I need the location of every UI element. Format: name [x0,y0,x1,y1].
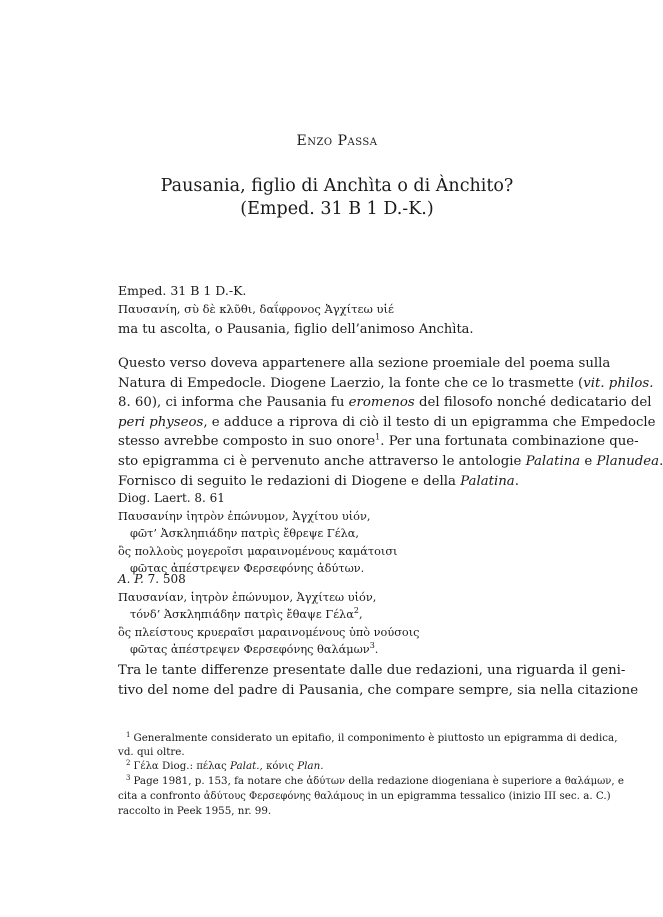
body-paragraph-2 [118,661,639,700]
quote-reference: A. P. 7. 508 [118,572,186,586]
footnote-ref-2: 2 [353,606,359,616]
footnote-ref-3: 3 [369,641,375,651]
footnotes [118,730,624,818]
page [118,0,663,917]
paragraph-line: Fornisco di seguito le redazioni di Diogene e della Palatina. [118,473,519,489]
footnote-ref-1: 1 [375,432,381,442]
greek-verse: φῶτας ἀπέστρεψεν Φερσεφόνης θαλάμων$^3$. [130,641,379,656]
paragraph-line: 8. 60), ci informa che Pausania fu eromenos del filosofo nonché dedicatario del [118,395,652,411]
greek-verse: ὃς πολλοὺς μογεροῖσι μαραινομένους καμάτοισι [118,544,398,558]
quote-palatina [118,571,556,659]
quote-diogenes [118,490,556,578]
greek-verse: Παυσανίην ἰητρὸν ἐπώνυμον, Ἀγχίτου υἱόν, [118,509,371,523]
article-title [118,175,556,221]
paragraph-line: Natura di Empedocle. Diogene Laerzio, la fonte che ce lo trasmette (vit. philos. [118,375,654,391]
paragraph-line: tivo del nome del padre di Pausania, che compare sempre, sia nella citazione [118,682,639,698]
greek-verse: φῶτ’ Ἀσκληπιάδην πατρὶς ἔθρεψε Γέλα, [130,527,359,540]
greek-verse: φῶτας ἀπέστρεψεν Φερσεφόνης ἀδύτων. [130,562,365,575]
paragraph-line: Questo verso doveva appartenere alla sezione proemiale del poema sulla [118,356,611,371]
quote-reference: Diog. Laert. 8. 61 [118,491,225,505]
body-paragraph-1 [118,354,663,491]
epigraph-translation: ma tu ascolta, o Pausania, figlio dell’animoso Anchìta. [118,322,474,337]
footnote-1: $^1$ Generalmente considerato un epitafio, il componimento è piuttosto un epigramma di dedica, vd. qui oltre. [118,730,618,758]
epigraph-greek-verse: Παυσανίη, σὺ δὲ κλῦθι, δαΐφρονος Ἀγχίτεω υἱέ [118,302,394,316]
paragraph-line: peri physeos, e adduce a riprova di ciò il testo di un epigramma che Empedocle [118,414,656,430]
paragraph-line: Tra le tante differenze presentate dalle due redazioni, una riguarda il geni- [118,663,626,678]
greek-verse: Παυσανίαν, ἰητρὸν ἐπώνυμον, Ἀγχίτεω υἱόν, [118,590,377,604]
title-line-2: (Emped. 31 B 1 D.-K.) [240,199,434,219]
paragraph-line: stesso avrebbe composto in suo onore$^1$. Per una fortunata combinazione que- [118,432,639,450]
footnote-2: $^2$ Γέλα Diog.: πέλας Palat., κόνις Plan. [126,758,324,772]
author-name: Enzo Passa [296,133,378,149]
paragraph-line: sto epigramma ci è pervenuto anche attraverso le antologie Palatina e Planudea. [118,453,663,469]
greek-verse: ὃς πλείστους κρυεραῖσι μαραινομένους ὑπὸ νούσοις [118,625,420,639]
epigraph-reference: Emped. 31 B 1 D.-K. [118,283,247,298]
title-line-1: Pausania, figlio di Anchìta o di Ànchito? [160,176,514,196]
footnote-3: $^3$ Page 1981, p. 153, fa notare che ἀδύτων della redazione diogeniana è superiore a θαλάμων, e cita a confronto ἀδύτους Φερσεφόνης θαλάμους in un epigramma tessalico (inizio III sec. a. C.) raccolto in Peek 1955, nr. 99. [118,773,624,817]
greek-verse: τόνδ’ Ἀσκληπιάδην πατρὶς ἔθαψε Γέλα$^2$, [130,606,363,621]
epigraph [118,282,556,318]
